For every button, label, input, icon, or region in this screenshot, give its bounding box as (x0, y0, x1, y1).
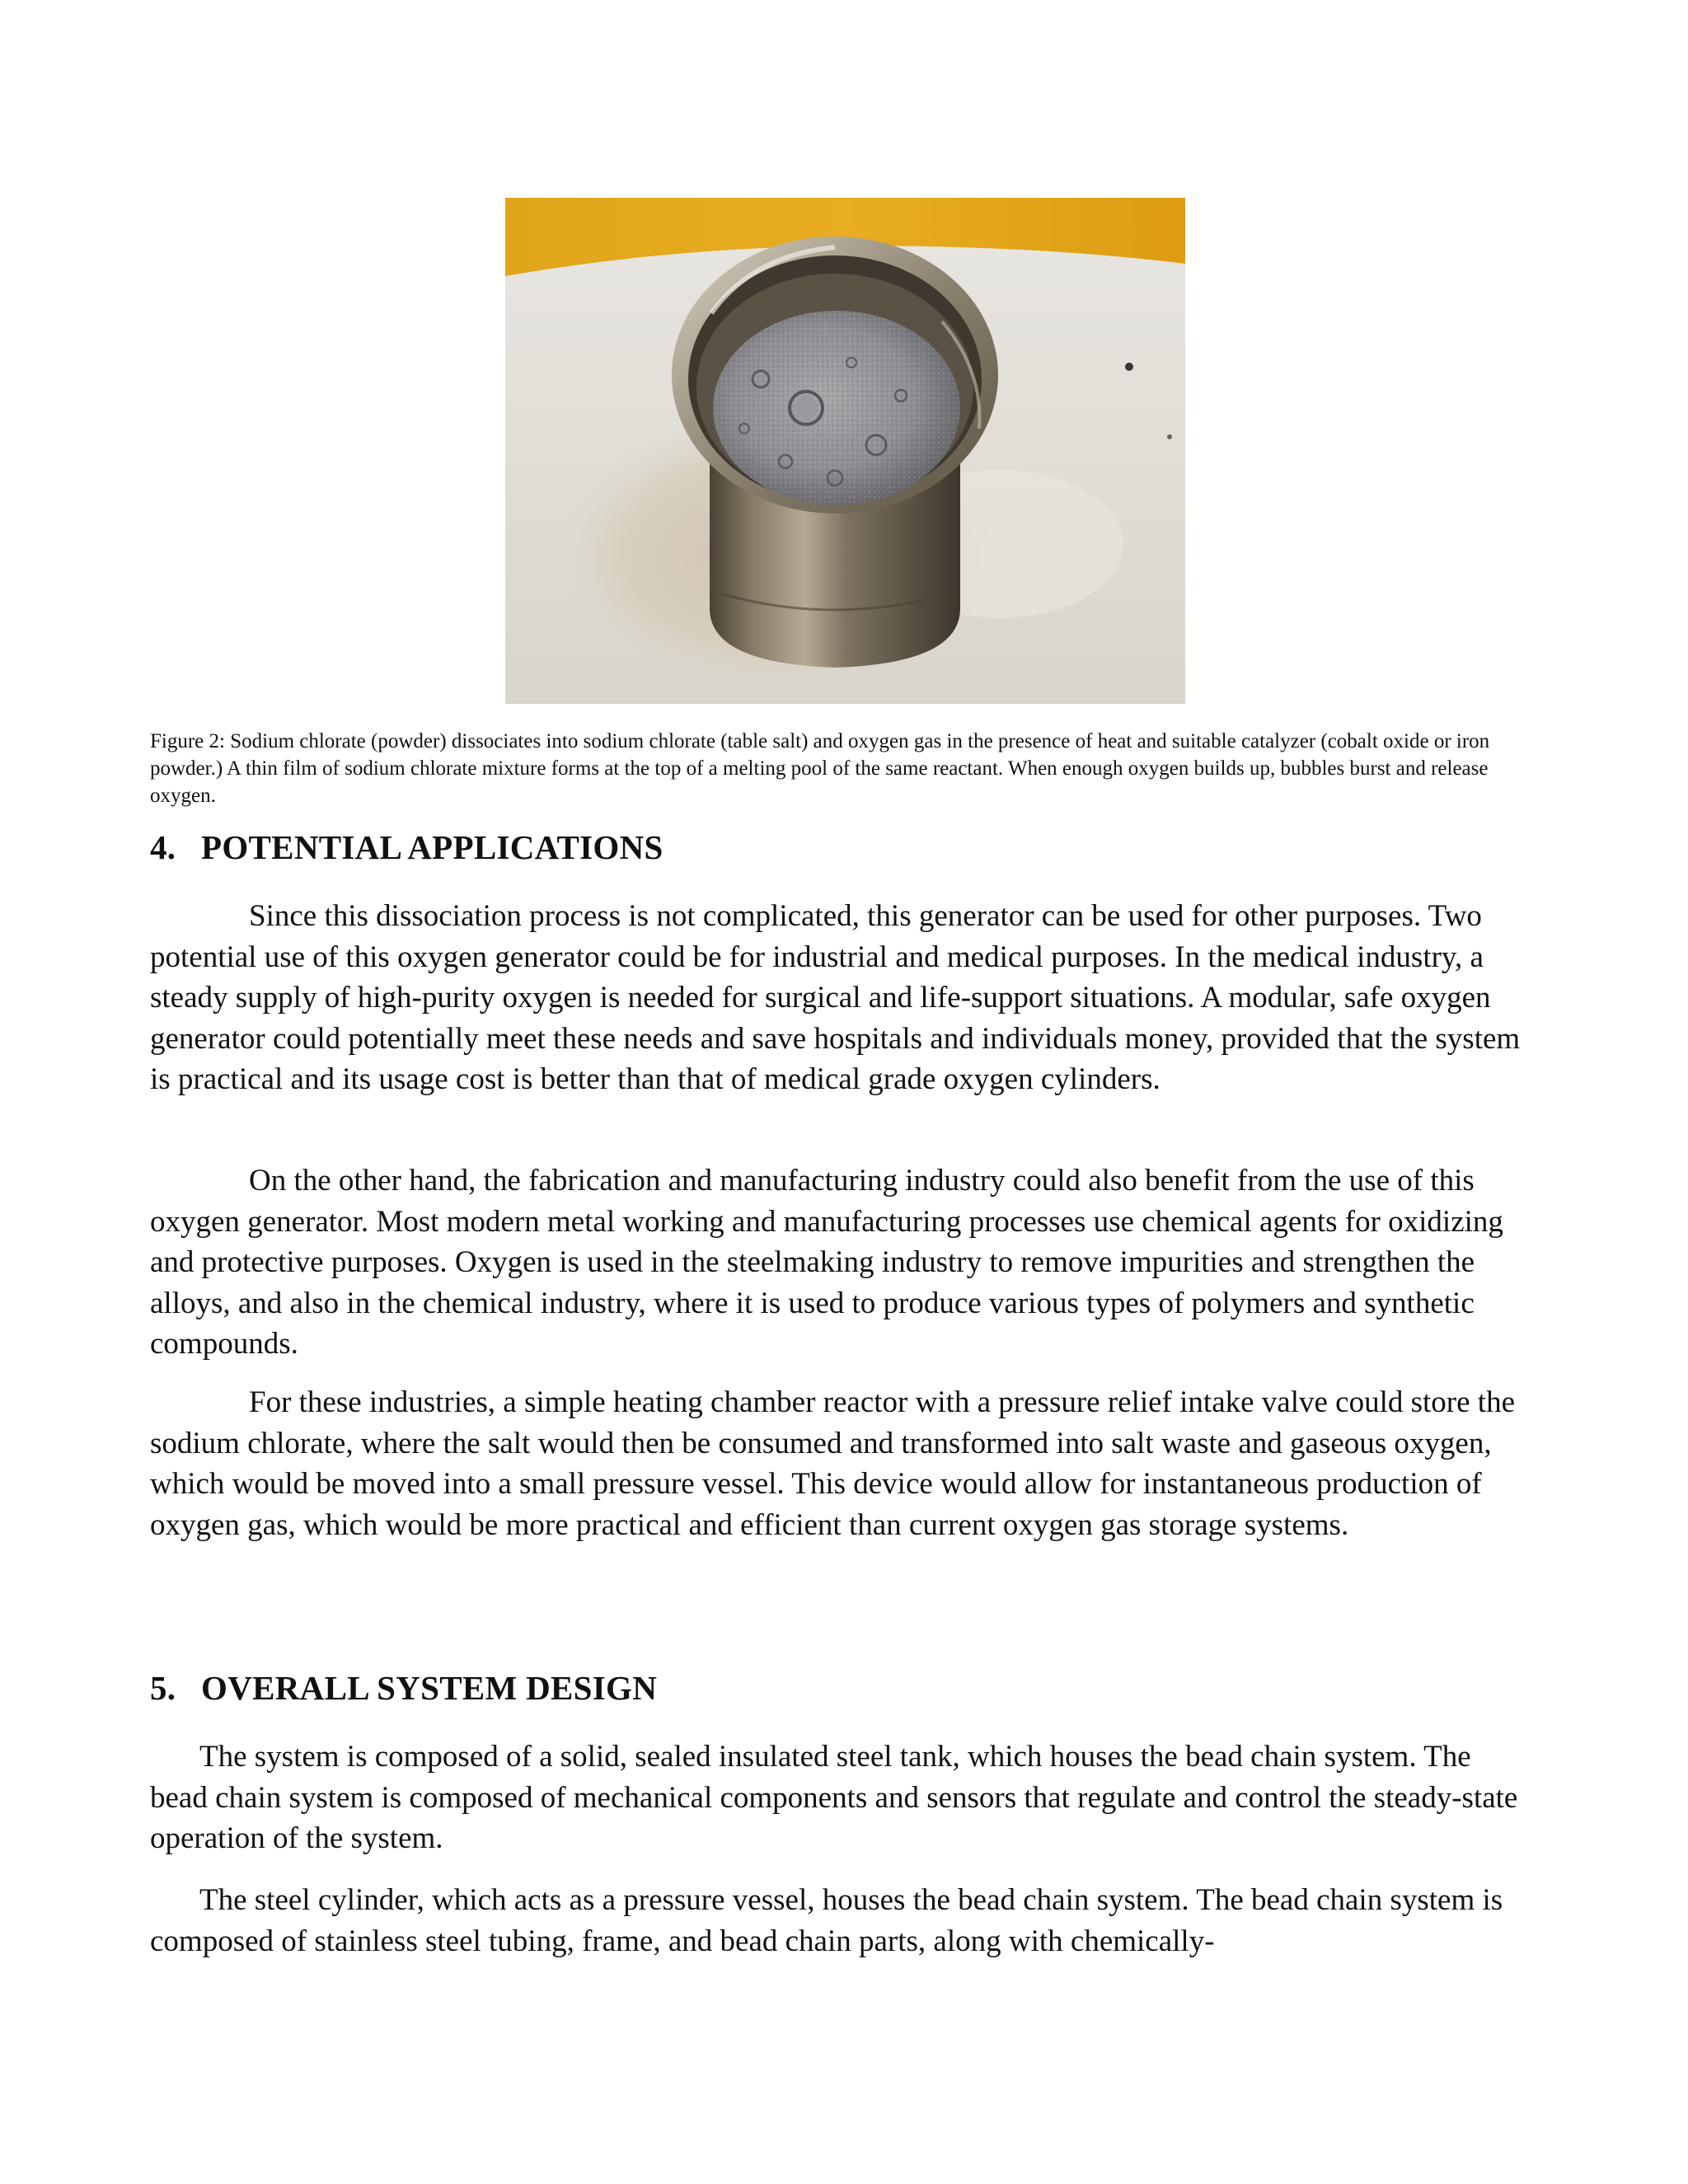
figure-photo (505, 198, 1185, 704)
paragraph: The steel cylinder, which acts as a pressure vessel, houses the bead chain system. The bead chain system is composed of stainless steel tubing, frame, and bead chain parts, along with chemically- (150, 1883, 1503, 1958)
section-heading-overall-system-design (150, 1668, 657, 1708)
section-title: POTENTIAL APPLICATIONS (201, 828, 663, 866)
section-number: 4. (150, 828, 176, 866)
paragraph: For these industries, a simple heating chamber reactor with a pressure relief intake valve could store the sodium chlorate, where the salt would then be consumed and transformed into salt waste and gaseous oxygen, which would be moved into a small pressure vessel. This device would allow for instantaneous production of oxygen gas, which would be more practical and efficient than current oxygen gas storage systems. (150, 1385, 1515, 1542)
paragraph: Since this dissociation process is not complicated, this generator can be used for other purposes. Two potential use of this oxygen generator could be for industrial and medical purposes. In the medical industry, a steady supply of high-purity oxygen is needed for surgical and life-support situations. A modular, safe oxygen generator could potentially meet these needs and save hospitals and individuals money, provided that the system is practical and its usage cost is better than that of medical grade oxygen cylinders. (150, 899, 1521, 1096)
section-number: 5. (150, 1669, 176, 1707)
paragraph: On the other hand, the fabrication and manufacturing industry could also benefit from the use of this oxygen generator. Most modern metal working and manufacturing processes use chemical agents for oxidizing and protective purposes. Oxygen is used in the steelmaking industry to remove impurities and strengthen the alloys, and also in the chemical industry, where it is used to produce various types of polymers and synthetic compounds. (150, 1164, 1503, 1361)
section-title: OVERALL SYSTEM DESIGN (201, 1669, 658, 1707)
paragraph: The system is composed of a solid, sealed insulated steel tank, which houses the bead chain system. The bead chain system is composed of mechanical components and sensors that regulate and control the steady-state operation of the system. (150, 1740, 1518, 1855)
figure-caption: Figure 2: Sodium chlorate (powder) dissociates into sodium chlorate (table salt) and oxygen gas in the presence of heat and suitable catalyzer (cobalt oxide or iron powder.) A thin film of sodium chlorate mixture forms at the top of a melting pool of the same reactant. When enough oxygen builds up, bubbles burst and release oxygen. (150, 730, 1490, 807)
section-heading-potential-applications (150, 827, 663, 867)
crucible-photo-illustration (505, 198, 1185, 704)
